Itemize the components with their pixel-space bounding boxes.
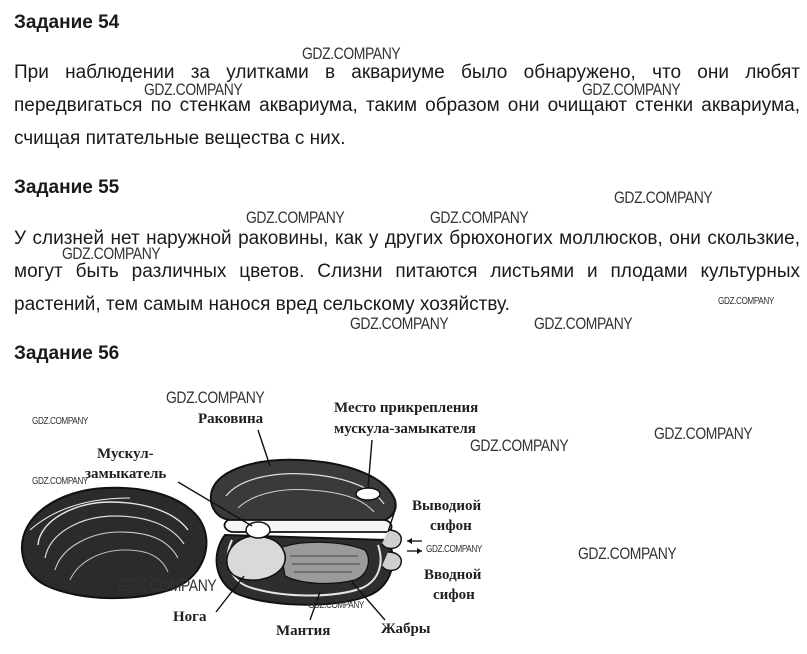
label-gills: Жабры — [381, 621, 431, 637]
watermark: GDZ.COMPANY — [32, 416, 88, 427]
label-attachment-line2: мускула-замыкателя — [334, 421, 476, 437]
open-shell-drawing — [211, 460, 401, 605]
watermark: GDZ.COMPANY — [166, 388, 265, 407]
label-outlet-siphon-line1: Выводиой — [412, 498, 482, 514]
watermark: GDZ.COMPANY — [718, 296, 774, 307]
watermark: GDZ.COMPANY — [582, 80, 681, 99]
task-54-text: При наблюдении за улитками в аквариуме было обнаружено, что они любят передвигаться по стенкам аквариума, таким образом они очищают стенки аквариума, счищая питательные вещества с них. — [14, 62, 800, 149]
task-55-title: Задание 55 — [14, 177, 120, 198]
label-inlet-siphon-line2: сифон — [433, 587, 475, 603]
task-55-text: У слизней нет наружной раковины, как у других брюхоногих моллюсков, они скользкие, могут быть различных цветов. Слизни питаются листьями и плодами культурных растений, тем самым нанося вред сельскому хозяйству. — [14, 228, 800, 315]
watermark: GDZ.COMPANY — [534, 314, 633, 333]
watermark: GDZ.COMPANY — [118, 576, 217, 595]
watermark: GDZ.COMPANY — [308, 600, 364, 611]
watermark: GDZ.COMPANY — [470, 436, 569, 455]
label-foot: Нога — [173, 609, 207, 625]
watermark: GDZ.COMPANY — [614, 188, 713, 207]
label-mantle: Мантия — [276, 623, 331, 639]
siphon-arrows — [407, 538, 422, 554]
watermark: GDZ.COMPANY — [350, 314, 449, 333]
label-shell: Раковина — [198, 411, 264, 427]
watermark: GDZ.COMPANY — [654, 424, 753, 443]
watermark: GDZ.COMPANY — [62, 244, 161, 263]
label-muscle-line1: Мускул- — [97, 446, 154, 462]
label-outlet-siphon-line2: сифон — [430, 518, 472, 534]
label-inlet-siphon-line1: Вводной — [424, 567, 482, 583]
task-56-title: Задание 56 — [14, 343, 120, 364]
watermark: GDZ.COMPANY — [430, 208, 529, 227]
watermark: GDZ.COMPANY — [426, 544, 482, 555]
watermark: GDZ.COMPANY — [246, 208, 345, 227]
watermark: GDZ.COMPANY — [578, 544, 677, 563]
label-muscle-line2: замыкатель — [85, 466, 167, 482]
watermark: GDZ.COMPANY — [144, 80, 243, 99]
watermark: GDZ.COMPANY — [32, 476, 88, 487]
watermark: GDZ.COMPANY — [302, 44, 401, 63]
task-54-title: Задание 54 — [14, 12, 120, 33]
mollusc-anatomy-figure — [0, 380, 807, 654]
label-attachment-line1: Место прикрепления — [334, 400, 479, 416]
